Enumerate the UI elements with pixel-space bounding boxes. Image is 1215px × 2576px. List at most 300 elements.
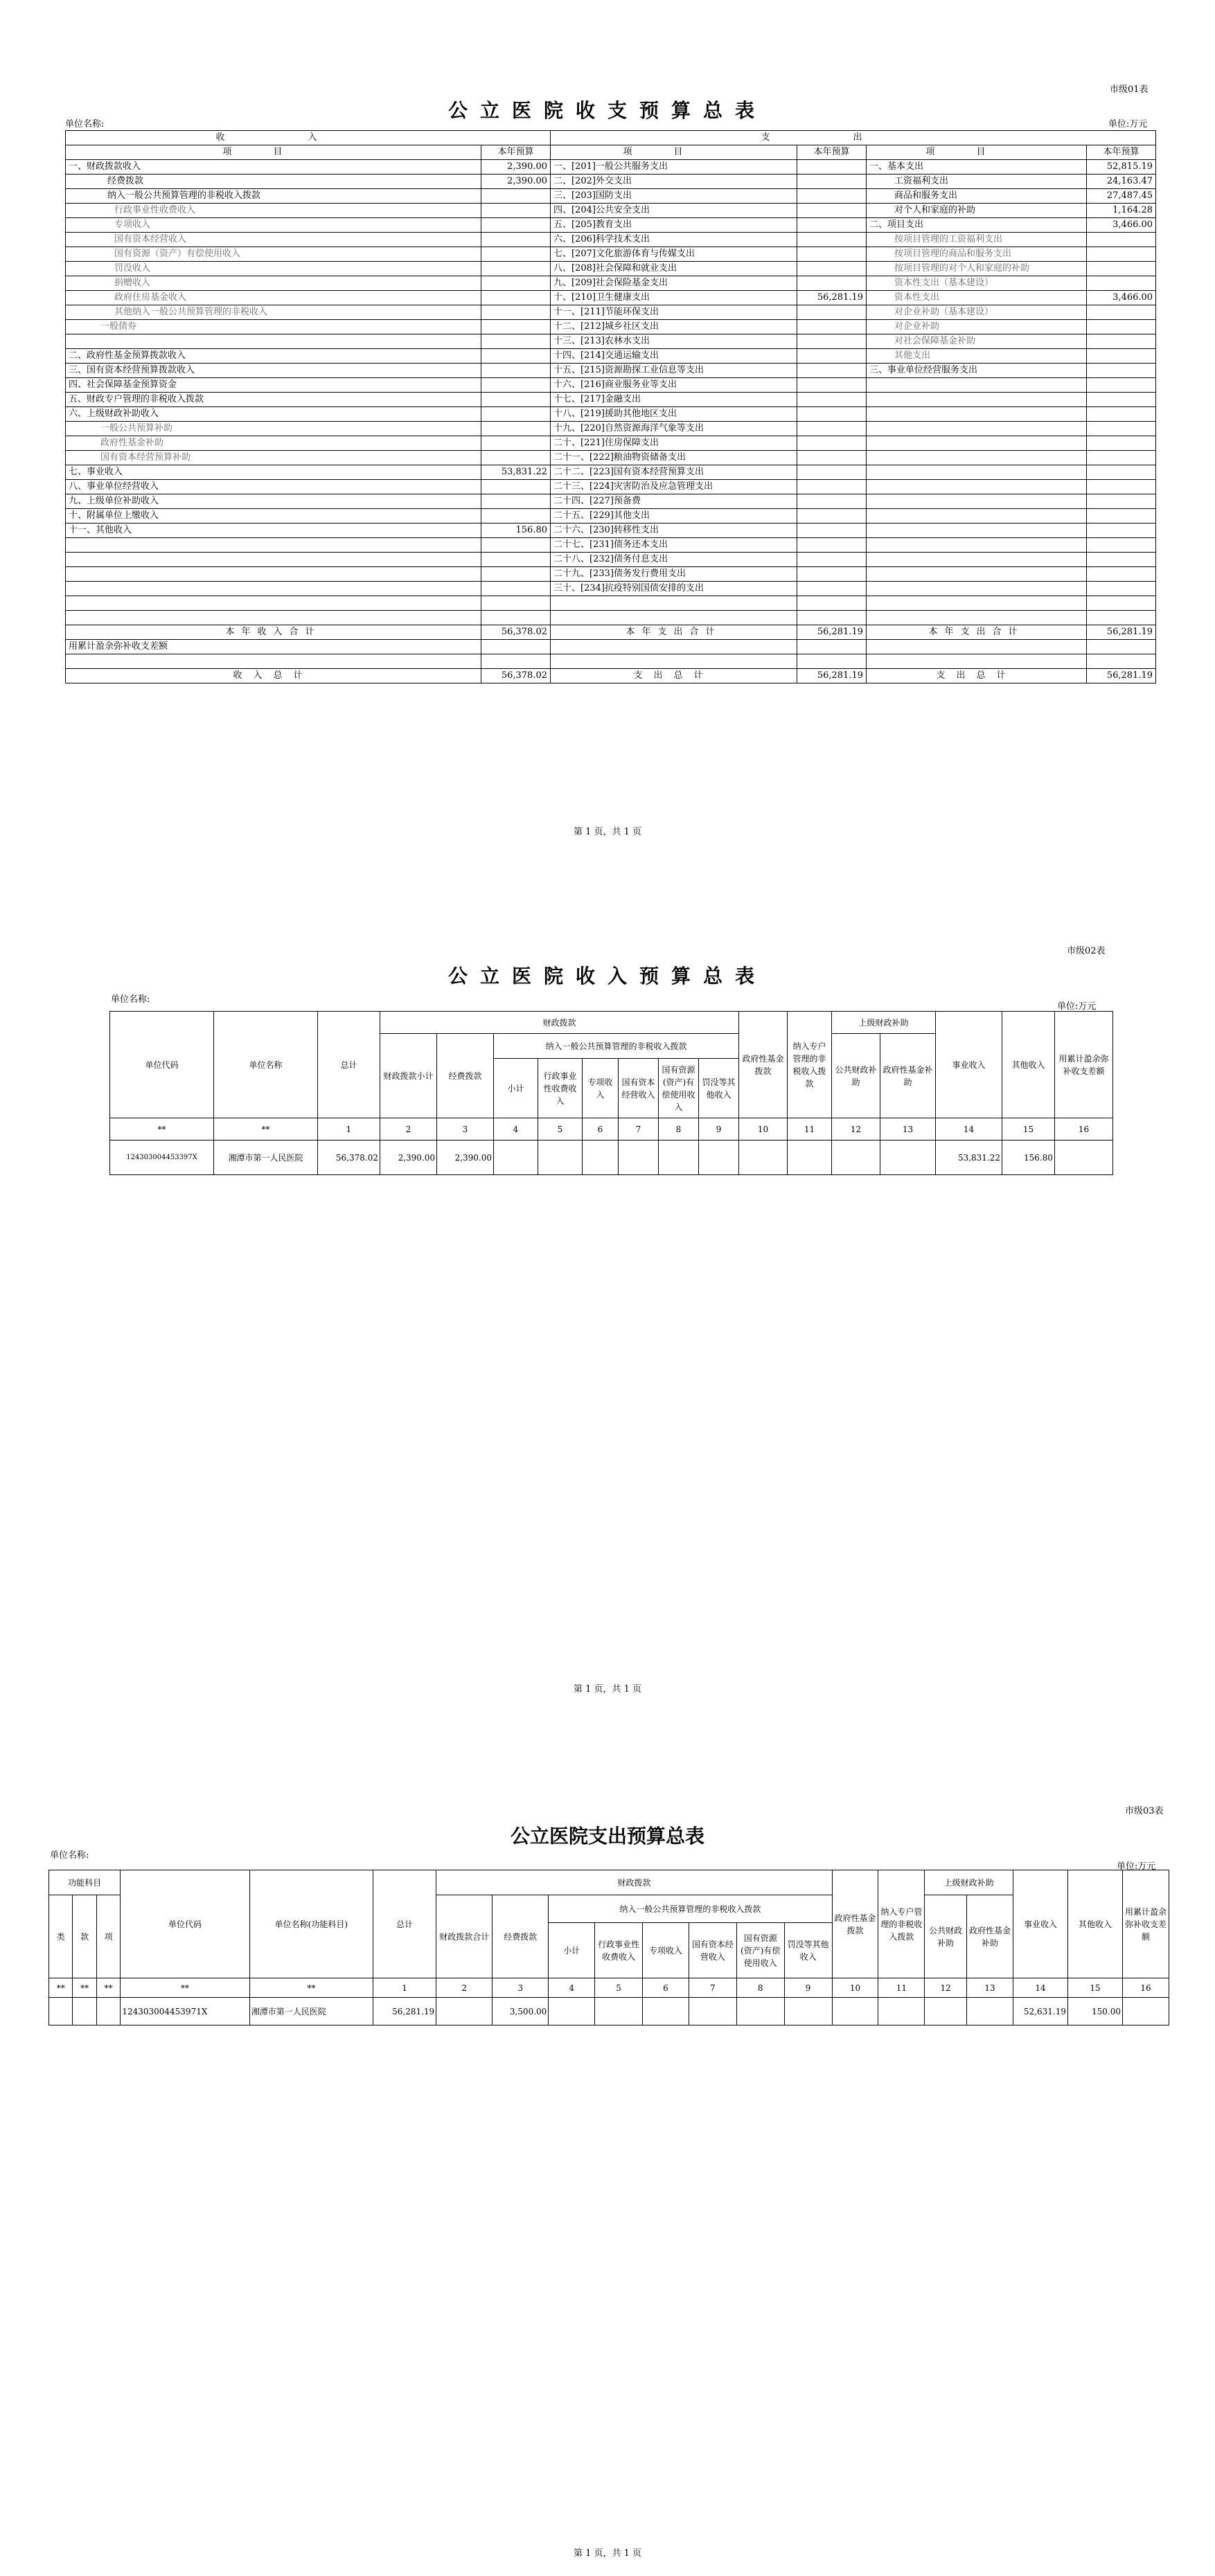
- t1-expense-econ-item: [867, 436, 1087, 451]
- t3-title: 公立医院支出预算总表: [510, 1825, 704, 1848]
- t1-expense-econ-item: 对企业补助: [867, 320, 1087, 334]
- t1-expense-func-value: [797, 611, 867, 625]
- t3-index-cell: **: [73, 1978, 96, 1998]
- t1-expense-econ-value: [1087, 233, 1156, 247]
- t1-expense-econ-item: [867, 393, 1087, 407]
- t1-expense-econ-item: 资本性支出（基本建设）: [867, 276, 1087, 291]
- t2-h-subtotal: 小计: [494, 1059, 538, 1118]
- t3-h-upper: 上级财政补助: [925, 1870, 1013, 1895]
- t1-expense-func-value: [797, 262, 867, 276]
- t1-expense-func-value: 56,281.19: [797, 291, 867, 305]
- t2-value-cell: 53,831.22: [936, 1141, 1002, 1175]
- t3-index-cell: 11: [878, 1978, 925, 1998]
- t1-expense-econ-value: [1087, 320, 1156, 334]
- t1-income-item: [66, 611, 481, 625]
- t1-income-value: [481, 436, 551, 451]
- t1-income-item: 行政事业性收费收入: [66, 204, 481, 218]
- t1-income-value: 2,390.00: [481, 160, 551, 175]
- t1-title: 公立医院收支预算总表: [447, 99, 767, 122]
- t1-grand-expense-value: 56,281.19: [797, 669, 867, 683]
- t2-index-cell: 7: [619, 1118, 659, 1141]
- t1-expense-econ-value: 24,163.47: [1087, 175, 1156, 189]
- t1-expense-func-value: [797, 407, 867, 422]
- t1-expense-econ-item: 二、项目支出: [867, 218, 1087, 233]
- t3-index-cell: **: [249, 1978, 373, 1998]
- t1-expense-econ-value: [1087, 247, 1156, 262]
- t1-row: [66, 553, 1156, 567]
- t3-index-cell: 6: [643, 1978, 689, 1998]
- t1-expense-econ-value: [1087, 451, 1156, 465]
- t3-index-cell: 12: [925, 1978, 967, 1998]
- t1-grand-income-value: 56,378.02: [481, 669, 551, 683]
- t1-income-value: [481, 407, 551, 422]
- t2-index-cell: 6: [583, 1118, 619, 1141]
- t1-income-item: 国有资本经营收入: [66, 233, 481, 247]
- t3-h-carry: 用累计盈余弥补收支差额: [1122, 1870, 1169, 1978]
- t1-expense-econ-value: [1087, 334, 1156, 349]
- t1-row: [66, 364, 1156, 378]
- t1-income-item: [66, 596, 481, 611]
- t3-h-state-cap: 国有资本经营收入: [689, 1923, 736, 1978]
- t1-expense-func-item: 二十八、[232]债务付息支出: [551, 553, 797, 567]
- t1-income-item: 十一、其他收入: [66, 524, 481, 538]
- t1-expense-func-value: [797, 538, 867, 553]
- t1-income-value: [481, 247, 551, 262]
- t1-expense-func-item: 二十六、[230]转移性支出: [551, 524, 797, 538]
- t1-expense-func-value: [797, 305, 867, 320]
- t1-expense-econ-item: 按项目管理的对个人和家庭的补助: [867, 262, 1087, 276]
- t1-hdr-item: 项目: [551, 145, 797, 160]
- t1-expense-func-item: 十八、[219]援助其他地区支出: [551, 407, 797, 422]
- t1-expense-func-item: [551, 596, 797, 611]
- t1-row: [66, 436, 1156, 451]
- t1-expense-econ-value: [1087, 582, 1156, 596]
- t1-expense-econ-value: [1087, 538, 1156, 553]
- t1-expense-func-item: 二十七、[231]债务还本支出: [551, 538, 797, 553]
- t1-income-item: 一般债券: [66, 320, 481, 334]
- t2-index-cell: 8: [659, 1118, 699, 1141]
- t1-expense-econ-value: 3,466.00: [1087, 291, 1156, 305]
- t1-row: [66, 291, 1156, 305]
- t3-value-cell: [736, 1998, 784, 2025]
- t2-h-carry: 用累计盈余弥补收支差额: [1055, 1012, 1113, 1118]
- t1-grand-expense-label: 支出总计: [551, 669, 797, 683]
- t1-expense-econ-value: [1087, 349, 1156, 364]
- t1-year-expense-value-2: 56,281.19: [1087, 625, 1156, 640]
- t1-expense-func-value: [797, 553, 867, 567]
- t1-income-item: 政府性基金补助: [66, 436, 481, 451]
- t1-expense-func-value: [797, 218, 867, 233]
- t1-expense-econ-value: [1087, 553, 1156, 567]
- t3-h-fiscal-sub: 财政拨款合计: [436, 1895, 493, 1978]
- t1-row: [66, 305, 1156, 320]
- t1-income-value: [481, 422, 551, 436]
- t3-value-cell: 150.00: [1067, 1998, 1122, 2025]
- t1-expense-func-value: [797, 494, 867, 509]
- t3-h-gov-fund: 政府性基金拨款: [832, 1870, 878, 1978]
- t2-footer: 第 1 页，共 1 页: [573, 1684, 642, 1694]
- t2-h-state-res: 国有资源(资产)有偿使用收入: [659, 1059, 699, 1118]
- t1-expense-func-value: [797, 189, 867, 204]
- t1-row: [66, 538, 1156, 553]
- t2-h-fiscal-sub: 财政拨款小计: [380, 1034, 437, 1118]
- t1-expense-func-item: 五、[205]教育支出: [551, 218, 797, 233]
- t3-h-kuan: 款: [73, 1895, 96, 1978]
- t1-income-value: [481, 538, 551, 553]
- t3-index-cell: 8: [736, 1978, 784, 1998]
- t1-carry-row: [66, 640, 1156, 654]
- t1-expense-econ-value: [1087, 393, 1156, 407]
- t1-income-value: [481, 393, 551, 407]
- t2-unit-label: 单位:万元: [1057, 1001, 1097, 1012]
- t1-expense-econ-item: 其他支出: [867, 349, 1087, 364]
- t3-func-cell: [96, 1998, 120, 2025]
- t1-expense-func-value: [797, 524, 867, 538]
- t3-value-cell: [595, 1998, 643, 2025]
- t1-income-value: 156.80: [481, 524, 551, 538]
- t1-income-value: [481, 291, 551, 305]
- t1-income-value: [481, 334, 551, 349]
- t1-income-item: 政府住房基金收入: [66, 291, 481, 305]
- t1-income-item: 专项收入: [66, 218, 481, 233]
- t3-h-xiang: 项: [96, 1895, 120, 1978]
- t1-row: [66, 189, 1156, 204]
- t1-income-item: 国有资本经营预算补助: [66, 451, 481, 465]
- t1-expense-econ-item: 按项目管理的工资福利支出: [867, 233, 1087, 247]
- t1-expense-func-value: [797, 393, 867, 407]
- t2-h-nontax: 纳入一般公共预算管理的非税收入拨款: [494, 1034, 739, 1059]
- t2-title: 公立医院收入预算总表: [447, 965, 767, 987]
- t2-h-other: 其他收入: [1002, 1012, 1055, 1118]
- t1-expense-func-item: 八、[208]社会保障和就业支出: [551, 262, 797, 276]
- t1-expense-func-item: 十三、[213]农林水支出: [551, 334, 797, 349]
- t1-year-expense-value: 56,281.19: [797, 625, 867, 640]
- t1-income-value: [481, 262, 551, 276]
- t3-value-cell: [549, 1998, 595, 2025]
- t1-expense-func-item: 二、[202]外交支出: [551, 175, 797, 189]
- t1-expense-econ-item: 按项目管理的商品和服务支出: [867, 247, 1087, 262]
- t1-expense-func-value: [797, 436, 867, 451]
- t1-income-item: 经费拨款: [66, 175, 481, 189]
- t2-index-cell: 2: [380, 1118, 437, 1141]
- t1-income-value: [481, 305, 551, 320]
- t1-income-item: 三、国有资本经营预算拨款收入: [66, 364, 481, 378]
- t3-h-biz: 事业收入: [1013, 1870, 1067, 1978]
- t3-index-cell: 3: [493, 1978, 549, 1998]
- t1-row: [66, 262, 1156, 276]
- t1-expense-econ-item: [867, 553, 1087, 567]
- t1-expense-econ-item: 工资福利支出: [867, 175, 1087, 189]
- t2-value-cell: [538, 1141, 583, 1175]
- t2-h-total: 总计: [318, 1012, 380, 1118]
- t1-expense-func-item: 七、[207]文化旅游体育与传媒支出: [551, 247, 797, 262]
- t1-expense-func-value: [797, 596, 867, 611]
- t3-func-cell: [73, 1998, 96, 2025]
- t1-year-total-row: [66, 625, 1156, 640]
- t1-expense-econ-value: [1087, 494, 1156, 509]
- t2-header-row-1: [110, 1012, 1113, 1034]
- t3-index-cell: **: [96, 1978, 120, 1998]
- t3-value-cell: [1122, 1998, 1169, 2025]
- t3-value-cell: [784, 1998, 832, 2025]
- t1-income-value: 53,831.22: [481, 465, 551, 480]
- t2-h-funds: 经费拨款: [437, 1034, 494, 1118]
- t3-value-cell: [436, 1998, 493, 2025]
- t3-code: 市级03表: [1125, 1806, 1164, 1816]
- t3-value-cell: [967, 1998, 1013, 2025]
- t1-row: [66, 218, 1156, 233]
- t3-h-special: 专项收入: [643, 1923, 689, 1978]
- t3-index-cell: 5: [595, 1978, 643, 1998]
- t1-expense-econ-value: 1,164.28: [1087, 204, 1156, 218]
- t1-expense-func-value: [797, 480, 867, 494]
- t1-row: [66, 422, 1156, 436]
- t2-value-cell: [832, 1141, 880, 1175]
- t1-expense-func-item: 十九、[220]自然资源海洋气象等支出: [551, 422, 797, 436]
- t2-index-cell: 3: [437, 1118, 494, 1141]
- t3-value-cell: [878, 1998, 925, 2025]
- t2-index-row: [110, 1118, 1113, 1141]
- t2-h-special: 专项收入: [583, 1059, 619, 1118]
- t1-expense-func-item: 十五、[215]资源勘探工业信息等支出: [551, 364, 797, 378]
- t1-row: [66, 393, 1156, 407]
- t1-expense-func-value: [797, 247, 867, 262]
- t1-expense-func-item: 十一、[211]节能环保支出: [551, 305, 797, 320]
- t1-row: [66, 480, 1156, 494]
- t2-value-cell: [880, 1141, 936, 1175]
- t1-row: [66, 524, 1156, 538]
- t1-expense-econ-item: [867, 422, 1087, 436]
- t1-expense-func-item: [551, 611, 797, 625]
- t1-expense-econ-value: [1087, 305, 1156, 320]
- t1-income-item: [66, 582, 481, 596]
- t3-index-cell: 13: [967, 1978, 1013, 1998]
- t1-income-item: 捐赠收入: [66, 276, 481, 291]
- t2-value-cell: [659, 1141, 699, 1175]
- t2-value-cell: 2,390.00: [437, 1141, 494, 1175]
- t3-index-cell: 7: [689, 1978, 736, 1998]
- t1-year-expense-label-2: 本年支出合计: [867, 625, 1087, 640]
- t2-unit-name: 湘潭市第一人民医院: [214, 1141, 318, 1175]
- t1-year-income-value: 56,378.02: [481, 625, 551, 640]
- t1-row: [66, 247, 1156, 262]
- t2-value-cell: [1055, 1141, 1113, 1175]
- t1-expense-econ-item: 三、事业单位经营服务支出: [867, 364, 1087, 378]
- t2-index-cell: 13: [880, 1118, 936, 1141]
- t1-expense-func-value: [797, 364, 867, 378]
- t1-header-row-2: [66, 145, 1156, 160]
- t1-expense-econ-value: [1087, 480, 1156, 494]
- t1-expense-func-value: [797, 349, 867, 364]
- t1-expense-func-item: 九、[209]社会保险基金支出: [551, 276, 797, 291]
- t1-income-item: 六、上级财政补助收入: [66, 407, 481, 422]
- t2-h-fines: 罚没等其他收入: [699, 1059, 739, 1118]
- t1-grand-expense-value-2: 56,281.19: [1087, 669, 1156, 683]
- t3-h-fiscal: 财政拨款: [436, 1870, 832, 1895]
- t1-expense-econ-value: [1087, 524, 1156, 538]
- t1-row: [66, 204, 1156, 218]
- t2-value-cell: 156.80: [1002, 1141, 1055, 1175]
- t1-expense-econ-item: [867, 524, 1087, 538]
- t2-index-cell: 11: [788, 1118, 832, 1141]
- t3-h-funds: 经费拨款: [493, 1895, 549, 1978]
- t1-row: [66, 465, 1156, 480]
- t1-income-value: [481, 596, 551, 611]
- t1-expense-func-value: [797, 582, 867, 596]
- t3-func-cell: [49, 1998, 73, 2025]
- t2-index-cell: 16: [1055, 1118, 1113, 1141]
- t2-index-cell: **: [214, 1118, 318, 1141]
- t3-index-cell: 16: [1122, 1978, 1169, 1998]
- t1-expense-econ-item: [867, 582, 1087, 596]
- t1-expense-func-value: [797, 175, 867, 189]
- t1-expense-func-item: 十四、[214]交通运输支出: [551, 349, 797, 364]
- t1-income-value: [481, 276, 551, 291]
- t1-expense-func-item: 四、[204]公共安全支出: [551, 204, 797, 218]
- t1-expense-econ-value: [1087, 378, 1156, 393]
- t3-unit-name: 湘潭市第一人民医院: [249, 1998, 373, 2025]
- t1-expense-func-value: [797, 334, 867, 349]
- t2-h-fund-sub: 政府性基金补助: [880, 1034, 936, 1118]
- t1-table: [65, 130, 1156, 683]
- t1-expense-econ-item: [867, 538, 1087, 553]
- t3-index-row: [49, 1978, 1169, 1998]
- t1-row: [66, 334, 1156, 349]
- t2-index-cell: **: [110, 1118, 214, 1141]
- t2-value-cell: 2,390.00: [380, 1141, 437, 1175]
- t1-expense-func-item: 六、[206]科学技术支出: [551, 233, 797, 247]
- t1-income-value: [481, 567, 551, 582]
- t1-expense-func-value: [797, 509, 867, 524]
- t3-h-other: 其他收入: [1067, 1870, 1122, 1978]
- t1-expense-econ-item: 对社会保障基金补助: [867, 334, 1087, 349]
- t1-expense-econ-value: [1087, 422, 1156, 436]
- t2-h-biz: 事业收入: [936, 1012, 1002, 1118]
- t3-data-row: [49, 1998, 1169, 2025]
- t1-expense-econ-value: [1087, 567, 1156, 582]
- t2-h-name: 单位名称: [214, 1012, 318, 1118]
- t1-income-item: 九、上级单位补助收入: [66, 494, 481, 509]
- t1-row: [66, 611, 1156, 625]
- t1-row: [66, 320, 1156, 334]
- t2-h-upper: 上级财政补助: [832, 1012, 936, 1034]
- t3-value-cell: 52,631.19: [1013, 1998, 1067, 2025]
- t1-hdr-income: 收入: [66, 131, 551, 145]
- t1-expense-func-item: 十七、[217]金融支出: [551, 393, 797, 407]
- t1-header-row-1: [66, 131, 1156, 145]
- t2-value-cell: [494, 1141, 538, 1175]
- t1-expense-func-item: 二十九、[233]债务发行费用支出: [551, 567, 797, 582]
- t1-grand-expense-label-2: 支出总计: [867, 669, 1087, 683]
- t1-expense-func-item: 二十五、[229]其他支出: [551, 509, 797, 524]
- t1-expense-func-item: 二十三、[224]灾害防治及应急管理支出: [551, 480, 797, 494]
- t1-expense-func-item: 十、[210]卫生健康支出: [551, 291, 797, 305]
- t1-hdr-budget: 本年预算: [481, 145, 551, 160]
- t1-expense-func-value: [797, 233, 867, 247]
- t3-index-cell: **: [49, 1978, 73, 1998]
- t3-index-cell: 2: [436, 1978, 493, 1998]
- t1-income-item: [66, 538, 481, 553]
- t1-expense-econ-value: 52,815.19: [1087, 160, 1156, 175]
- t1-expense-econ-value: [1087, 276, 1156, 291]
- t3-header-row-1: [49, 1870, 1169, 1895]
- t1-unit-label: 单位:万元: [1108, 119, 1148, 129]
- t1-expense-func-value: [797, 451, 867, 465]
- t1-expense-func-value: [797, 204, 867, 218]
- t3-h-fines: 罚没等其他收入: [784, 1923, 832, 1978]
- t1-income-item: 其他纳入一般公共预算管理的非税收入: [66, 305, 481, 320]
- t3-h-state-res: 国有资源(资产)有偿使用收入: [736, 1923, 784, 1978]
- t3-h-func: 功能科目: [49, 1870, 121, 1895]
- t2-index-cell: 15: [1002, 1118, 1055, 1141]
- t2-index-cell: 4: [494, 1118, 538, 1141]
- t1-expense-econ-item: [867, 509, 1087, 524]
- t3-footer: 第 1 页，共 1 页: [573, 2548, 642, 2559]
- t2-h-special-acct: 纳入专户管理的非税收入拨款: [788, 1012, 832, 1118]
- t1-expense-func-item: 二十、[221]住房保障支出: [551, 436, 797, 451]
- t1-income-value: [481, 553, 551, 567]
- t2-h-state-cap: 国有资本经营收入: [619, 1059, 659, 1118]
- t1-expense-econ-item: [867, 451, 1087, 465]
- t3-index-cell: 4: [549, 1978, 595, 1998]
- t1-row: [66, 175, 1156, 189]
- t2-index-cell: 14: [936, 1118, 1002, 1141]
- t3-value-cell: 56,281.19: [373, 1998, 436, 2025]
- t2-data-row: [110, 1141, 1113, 1175]
- t3-h-name: 单位名称(功能科目): [249, 1870, 373, 1978]
- t1-expense-func-value: [797, 378, 867, 393]
- t1-expense-func-item: 二十四、[227]预备费: [551, 494, 797, 509]
- t1-row: [66, 233, 1156, 247]
- t1-income-item: [66, 567, 481, 582]
- t1-row: [66, 567, 1156, 582]
- t1-expense-func-value: [797, 465, 867, 480]
- t3-h-pub-sub: 公共财政补助: [925, 1895, 967, 1978]
- t1-footer: 第 1 页，共 1 页: [573, 827, 642, 837]
- t2-index-cell: 9: [699, 1118, 739, 1141]
- t2-h-gov-fund: 政府性基金拨款: [739, 1012, 788, 1118]
- t1-expense-func-item: 三十、[234]抗疫特别国债安排的支出: [551, 582, 797, 596]
- t3-h-total: 总计: [373, 1870, 436, 1978]
- t3-unit-code: 124303004453971X: [121, 1998, 249, 2025]
- t1-income-item: 二、政府性基金预算拨款收入: [66, 349, 481, 364]
- t2-value-cell: 56,378.02: [318, 1141, 380, 1175]
- t1-expense-econ-value: [1087, 596, 1156, 611]
- t1-row: [66, 349, 1156, 364]
- t3-value-cell: [643, 1998, 689, 2025]
- t1-expense-func-item: 二十二、[223]国有资本经营预算支出: [551, 465, 797, 480]
- t1-expense-func-value: [797, 160, 867, 175]
- t1-expense-econ-value: [1087, 465, 1156, 480]
- t1-income-value: [481, 204, 551, 218]
- t1-row: [66, 582, 1156, 596]
- t3-h-fund-sub: 政府性基金补助: [967, 1895, 1013, 1978]
- t1-income-value: [481, 189, 551, 204]
- t1-hdr-item: 项目: [867, 145, 1087, 160]
- t1-expense-econ-item: [867, 465, 1087, 480]
- t1-expense-econ-value: 27,487.45: [1087, 189, 1156, 204]
- t1-expense-func-item: 十二、[212]城乡社区支出: [551, 320, 797, 334]
- t1-expense-func-value: [797, 422, 867, 436]
- t1-blank-row: [66, 654, 1156, 669]
- t3-value-cell: [689, 1998, 736, 2025]
- t2-index-cell: 10: [739, 1118, 788, 1141]
- t1-expense-econ-value: [1087, 509, 1156, 524]
- t1-hdr-budget: 本年预算: [1087, 145, 1156, 160]
- t1-income-value: [481, 509, 551, 524]
- t3-value-cell: [925, 1998, 967, 2025]
- t2-h-fiscal: 财政拨款: [380, 1012, 739, 1034]
